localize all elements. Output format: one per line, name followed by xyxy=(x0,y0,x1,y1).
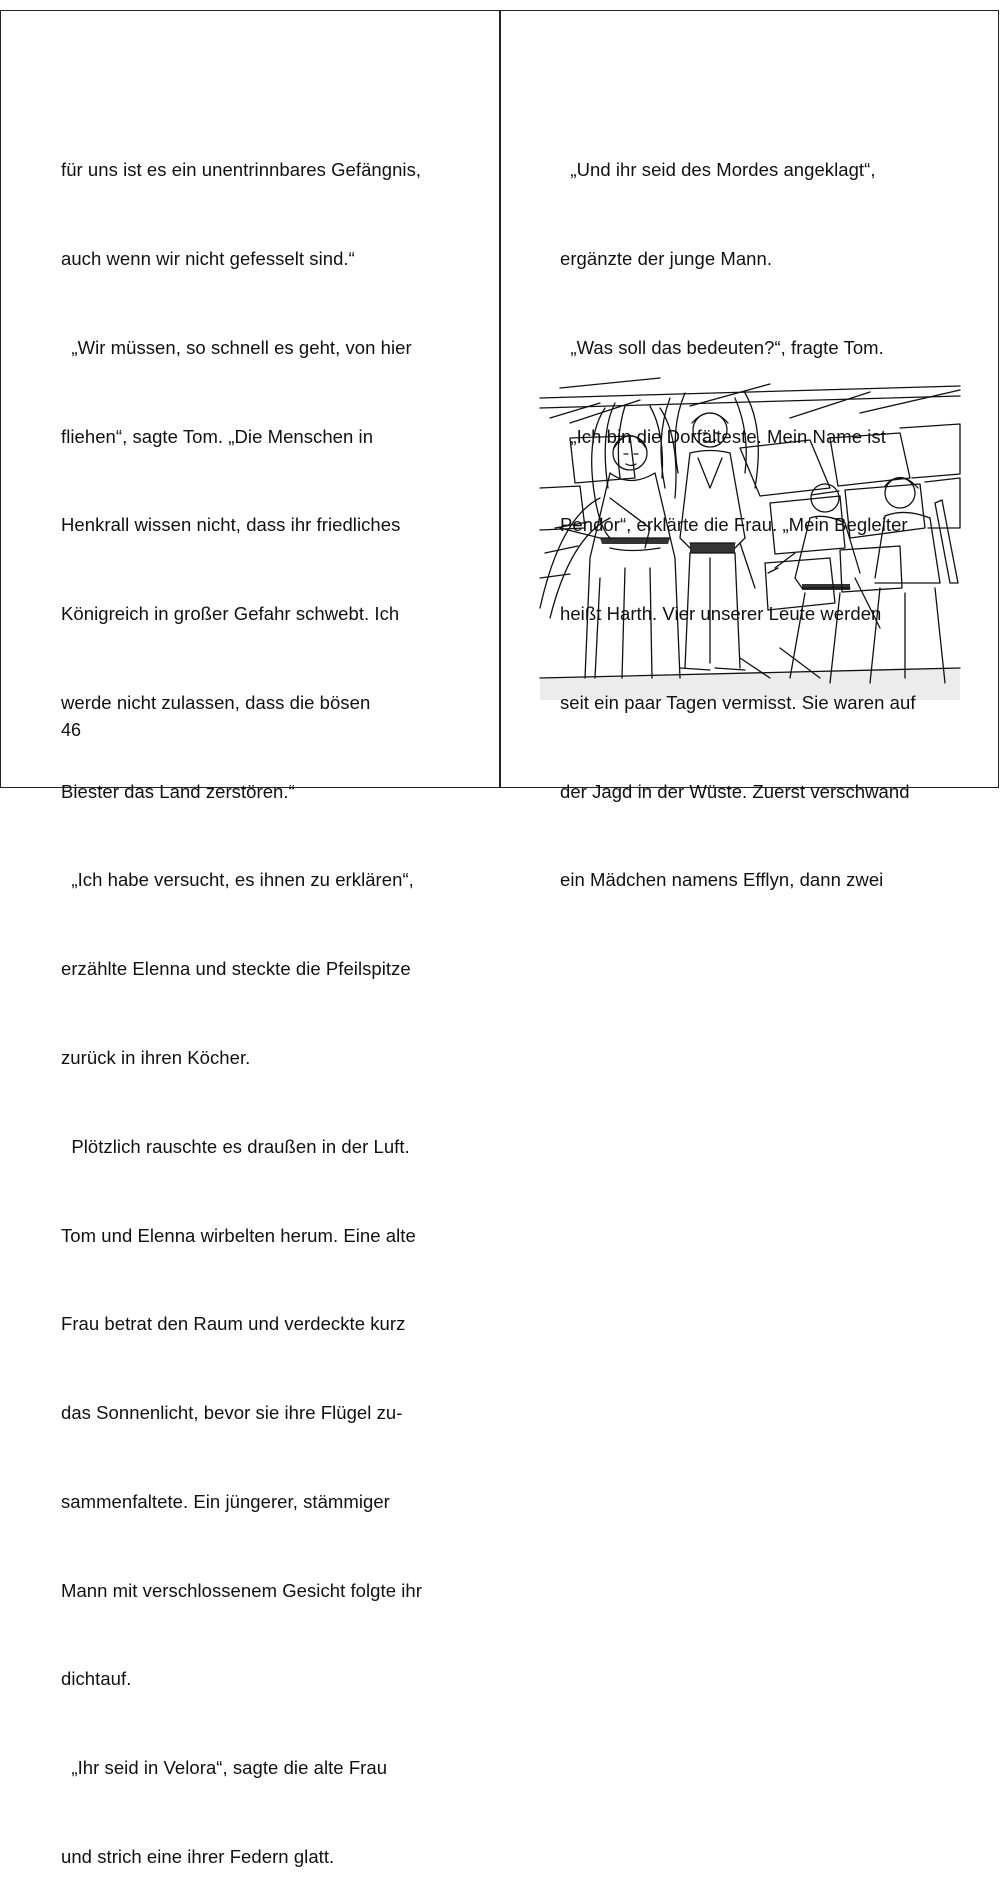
story-illustration xyxy=(540,378,960,700)
text-line: Tom und Elenna wirbelten herum. Eine alte xyxy=(61,1224,416,1246)
text-line: „Ich habe versucht, es ihnen zu erklären“, xyxy=(61,869,414,891)
page-number: 46 xyxy=(61,720,82,740)
text-line: Pendor“, erklärte die Frau. „Mein Begleiter xyxy=(560,514,908,536)
text-line: „Was soll das bedeuten?“, fragte Tom. xyxy=(560,336,884,358)
text-line: das Sonnenlicht, bevor sie ihre Flügel zu- xyxy=(61,1402,403,1424)
text-line: Königreich in großer Gefahr schwebt. Ich xyxy=(61,603,400,625)
book-spine xyxy=(499,10,501,788)
text-line: ein Mädchen namens Efflyn, dann zwei xyxy=(560,869,884,891)
text-line: „Und ihr seid des Mordes angeklagt“, xyxy=(560,159,876,181)
text-line: auch wenn wir nicht gefesselt sind.“ xyxy=(61,247,355,269)
text-line: „Wir müssen, so schnell es geht, von hier xyxy=(61,336,412,358)
text-line: „Ihr seid in Velora“, sagte die alte Frau xyxy=(61,1757,388,1779)
text-line: für uns ist es ein unentrinnbares Gefängnis, xyxy=(61,159,422,181)
text-line: werde nicht zulassen, dass die bösen xyxy=(61,691,371,713)
text-line: dichtauf. xyxy=(61,1668,132,1690)
text-line: ergänzte der junge Mann. xyxy=(560,247,773,269)
text-line: erzählte Elenna und steckte die Pfeilspitze xyxy=(61,958,411,980)
text-line: Henkrall wissen nicht, dass ihr friedliches xyxy=(61,514,401,536)
text-line: Plötzlich rauschte es draußen in der Luft. xyxy=(61,1135,410,1157)
left-page-text xyxy=(61,96,422,1901)
text-line: sammenfaltete. Ein jüngerer, stämmiger xyxy=(61,1490,390,1512)
text-line: Biester das Land zerstören.“ xyxy=(61,780,295,802)
text-line: seit ein paar Tagen vermisst. Sie waren auf xyxy=(560,691,916,713)
text-line: Mann mit verschlossenem Gesicht folgte ihr xyxy=(61,1579,422,1601)
text-line: der Jagd in der Wüste. Zuerst verschwand xyxy=(560,780,910,802)
text-line: fliehen“, sagte Tom. „Die Menschen in xyxy=(61,425,374,447)
text-line: und strich eine ihrer Federn glatt. xyxy=(61,1846,335,1868)
text-line: heißt Harth. Vier unserer Leute werden xyxy=(560,603,882,625)
text-line: „Ich bin die Dorfälteste. Mein Name ist xyxy=(560,425,886,447)
text-line: zurück in ihren Köcher. xyxy=(61,1047,251,1068)
text-line: Frau betrat den Raum und verdeckte kurz xyxy=(61,1313,406,1335)
